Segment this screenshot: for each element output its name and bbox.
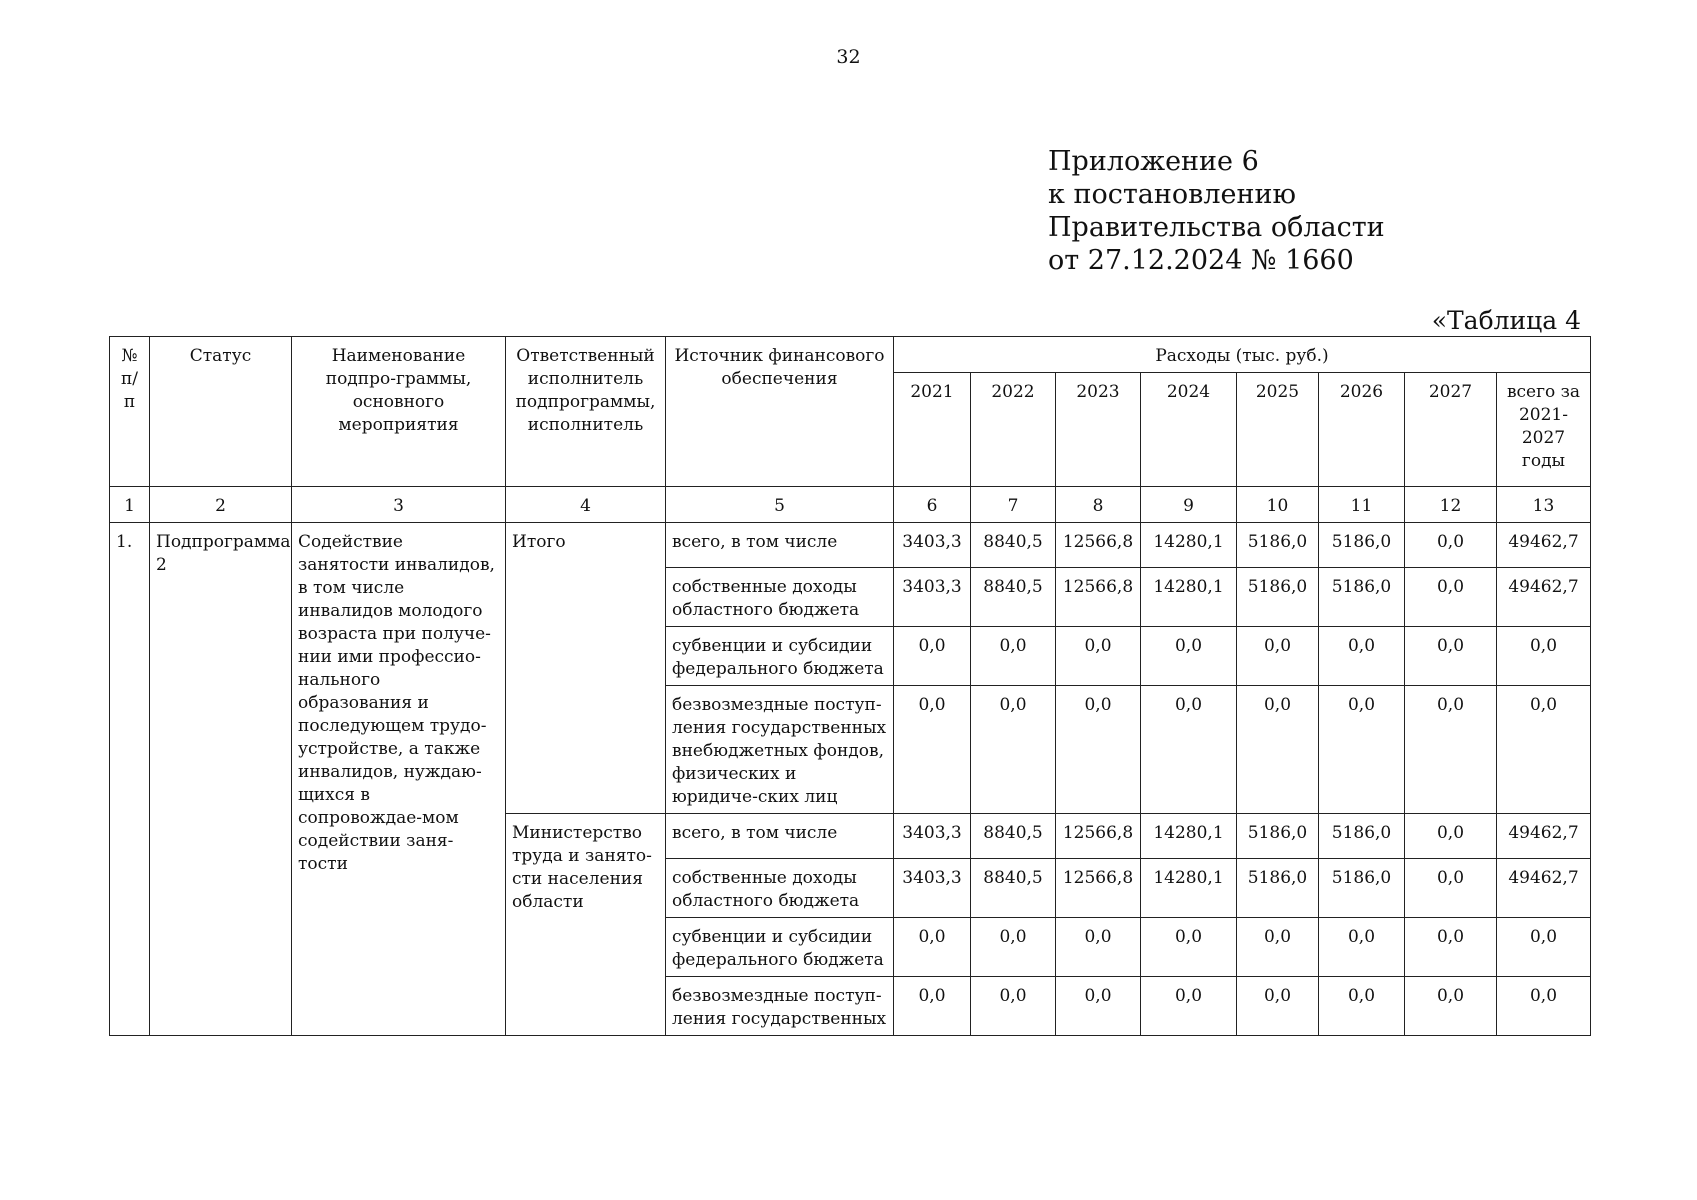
- value-cell: 0,0: [1237, 918, 1319, 977]
- row-source: всего, в том числе: [666, 523, 894, 568]
- value-cell: 0,0: [1141, 627, 1237, 686]
- column-number: 13: [1497, 487, 1591, 523]
- appendix-line-2: к постановлению: [1048, 179, 1296, 210]
- value-cell: 0,0: [894, 627, 971, 686]
- row-source: безвозмездные поступ-ления государственных: [666, 977, 894, 1036]
- value-cell: 12566,8: [1056, 859, 1141, 918]
- value-cell: 0,0: [894, 977, 971, 1036]
- page-number: 32: [836, 46, 861, 68]
- column-number: 10: [1237, 487, 1319, 523]
- value-cell: 5186,0: [1319, 523, 1405, 568]
- value-cell: 0,0: [894, 686, 971, 814]
- column-number: 7: [971, 487, 1056, 523]
- value-cell: 8840,5: [971, 814, 1056, 859]
- value-cell: 0,0: [971, 977, 1056, 1036]
- value-cell: 0,0: [971, 918, 1056, 977]
- value-cell: 0,0: [1141, 686, 1237, 814]
- value-cell: 0,0: [1405, 523, 1497, 568]
- value-cell: 49462,7: [1497, 814, 1591, 859]
- column-number: 4: [506, 487, 666, 523]
- header-source: Источник финансового обеспечения: [666, 337, 894, 487]
- value-cell: 5186,0: [1319, 568, 1405, 627]
- value-cell: 0,0: [1405, 568, 1497, 627]
- row-executor: Министерство труда и занято-сти населения области: [506, 814, 666, 1036]
- value-cell: 8840,5: [971, 568, 1056, 627]
- value-cell: 5186,0: [1319, 814, 1405, 859]
- value-cell: 12566,8: [1056, 523, 1141, 568]
- column-number: 6: [894, 487, 971, 523]
- value-cell: 3403,3: [894, 523, 971, 568]
- column-number: 2: [150, 487, 292, 523]
- value-cell: 0,0: [1319, 627, 1405, 686]
- row-source: всего, в том числе: [666, 814, 894, 859]
- value-cell: 0,0: [1056, 977, 1141, 1036]
- row-status: Подпрограмма 2: [150, 523, 292, 1036]
- value-cell: 0,0: [971, 686, 1056, 814]
- appendix-line-1: Приложение 6: [1048, 146, 1259, 177]
- value-cell: 12566,8: [1056, 568, 1141, 627]
- value-cell: 0,0: [1319, 918, 1405, 977]
- header-status: Статус: [150, 337, 292, 487]
- value-cell: 0,0: [1237, 977, 1319, 1036]
- header-total: всего за 2021-2027 годы: [1497, 373, 1591, 487]
- table-row: [110, 523, 1591, 568]
- value-cell: 3403,3: [894, 568, 971, 627]
- row-source: субвенции и субсидии федерального бюджета: [666, 627, 894, 686]
- appendix-block: [1048, 145, 1385, 277]
- row-source: субвенции и субсидии федерального бюджета: [666, 918, 894, 977]
- column-number: 11: [1319, 487, 1405, 523]
- value-cell: 0,0: [1405, 918, 1497, 977]
- value-cell: 0,0: [1319, 686, 1405, 814]
- header-expenses: Расходы (тыс. руб.): [894, 337, 1591, 373]
- row-source: собственные доходы областного бюджета: [666, 568, 894, 627]
- value-cell: 0,0: [1237, 686, 1319, 814]
- column-number: 9: [1141, 487, 1237, 523]
- value-cell: 0,0: [1237, 627, 1319, 686]
- header-year: 2021: [894, 373, 971, 487]
- value-cell: 0,0: [1056, 918, 1141, 977]
- header-year: 2026: [1319, 373, 1405, 487]
- header-year: 2022: [971, 373, 1056, 487]
- value-cell: 5186,0: [1319, 859, 1405, 918]
- header-year: 2024: [1141, 373, 1237, 487]
- column-number: 12: [1405, 487, 1497, 523]
- header-year: 2027: [1405, 373, 1497, 487]
- value-cell: 0,0: [1405, 859, 1497, 918]
- expenses-table: [109, 336, 1591, 1036]
- column-number: 3: [292, 487, 506, 523]
- value-cell: 14280,1: [1141, 859, 1237, 918]
- value-cell: 5186,0: [1237, 568, 1319, 627]
- value-cell: 14280,1: [1141, 523, 1237, 568]
- value-cell: 5186,0: [1237, 523, 1319, 568]
- value-cell: 49462,7: [1497, 859, 1591, 918]
- value-cell: 0,0: [1405, 627, 1497, 686]
- value-cell: 0,0: [1497, 918, 1591, 977]
- header-no: № п/п: [110, 337, 150, 487]
- header-year: 2025: [1237, 373, 1319, 487]
- appendix-line-4: от 27.12.2024 № 1660: [1048, 245, 1354, 276]
- value-cell: 0,0: [894, 918, 971, 977]
- appendix-line-3: Правительства области: [1048, 212, 1385, 243]
- row-number: 1.: [110, 523, 150, 1036]
- value-cell: 49462,7: [1497, 568, 1591, 627]
- value-cell: 3403,3: [894, 859, 971, 918]
- value-cell: 14280,1: [1141, 568, 1237, 627]
- value-cell: 0,0: [1141, 977, 1237, 1036]
- value-cell: 0,0: [1319, 977, 1405, 1036]
- value-cell: 0,0: [1056, 686, 1141, 814]
- value-cell: 3403,3: [894, 814, 971, 859]
- row-executor: Итого: [506, 523, 666, 814]
- row-source: собственные доходы областного бюджета: [666, 859, 894, 918]
- value-cell: 14280,1: [1141, 814, 1237, 859]
- value-cell: 8840,5: [971, 859, 1056, 918]
- value-cell: 0,0: [1405, 814, 1497, 859]
- table-caption: «Таблица 4: [1431, 306, 1581, 335]
- value-cell: 0,0: [1497, 627, 1591, 686]
- header-name: Наименование подпро-граммы, основного мероприятия: [292, 337, 506, 487]
- value-cell: 8840,5: [971, 523, 1056, 568]
- value-cell: 0,0: [971, 627, 1056, 686]
- row-name: Содействие занятости инвалидов, в том числе инвалидов молодого возраста при получе-нии ими профессио-нального образования и последующем трудо-устройстве, а также инвалидов, нуждаю-щихся в сопровождае-мом содействии заня-тости: [292, 523, 506, 1036]
- value-cell: 12566,8: [1056, 814, 1141, 859]
- header-year: 2023: [1056, 373, 1141, 487]
- column-number: 1: [110, 487, 150, 523]
- value-cell: 0,0: [1405, 977, 1497, 1036]
- value-cell: 5186,0: [1237, 859, 1319, 918]
- value-cell: 0,0: [1405, 686, 1497, 814]
- header-executor: Ответственный исполнитель подпрограммы, исполнитель: [506, 337, 666, 487]
- value-cell: 0,0: [1497, 977, 1591, 1036]
- row-source: безвозмездные поступ-ления государственных внебюджетных фондов, физических и юридиче-ских лиц: [666, 686, 894, 814]
- value-cell: 0,0: [1056, 627, 1141, 686]
- column-number: 5: [666, 487, 894, 523]
- value-cell: 5186,0: [1237, 814, 1319, 859]
- column-number: 8: [1056, 487, 1141, 523]
- value-cell: 49462,7: [1497, 523, 1591, 568]
- value-cell: 0,0: [1141, 918, 1237, 977]
- value-cell: 0,0: [1497, 686, 1591, 814]
